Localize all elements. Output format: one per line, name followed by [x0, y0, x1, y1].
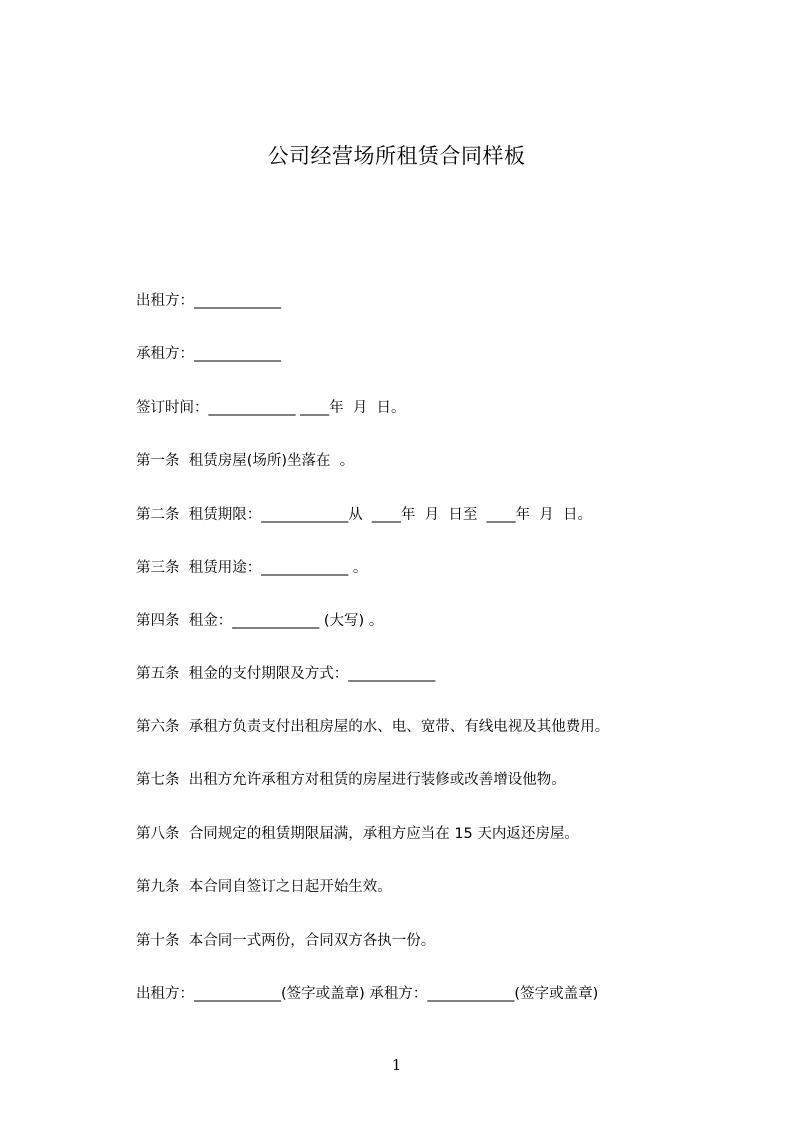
lessor-line: 出租方：____________ — [136, 293, 281, 309]
page-number: 1 — [391, 1056, 402, 1074]
lessee-line: 承租方：____________ — [136, 346, 281, 362]
signing-date-line: 签订时间：____________ ____年 月 日。 — [136, 400, 406, 416]
article-2: 第二条 租赁期限：____________从 ____年 月 日至 ____年 月 日。 — [136, 507, 593, 523]
article-10: 第十条 本合同一式两份，合同双方各执一份。 — [136, 933, 436, 949]
article-5: 第五条 租金的支付期限及方式：____________ — [136, 666, 436, 682]
article-7: 第七条 出租方允许承租方对租赁的房屋进行装修或改善增设他物。 — [136, 772, 566, 788]
signature-line: 出租方：____________(签字或盖章) 承租方：____________(签字或盖章) — [136, 986, 599, 1002]
article-3: 第三条 租赁用途：____________ 。 — [136, 560, 368, 576]
article-8: 第八条 合同规定的租赁期限届满，承租方应当在 15 天内返还房屋。 — [136, 826, 579, 842]
article-9: 第九条 本合同自签订之日起开始生效。 — [136, 879, 392, 895]
article-6: 第六条 承租方负责支付出租房屋的水、电、宽带、有线电视及其他费用。 — [136, 719, 610, 735]
document-title: 公司经营场所租赁合同样板 — [267, 144, 526, 168]
article-1: 第一条 租赁房屋(场所)坐落在 。 — [136, 453, 355, 469]
article-4: 第四条 租金：____________ (大写) 。 — [136, 613, 384, 629]
